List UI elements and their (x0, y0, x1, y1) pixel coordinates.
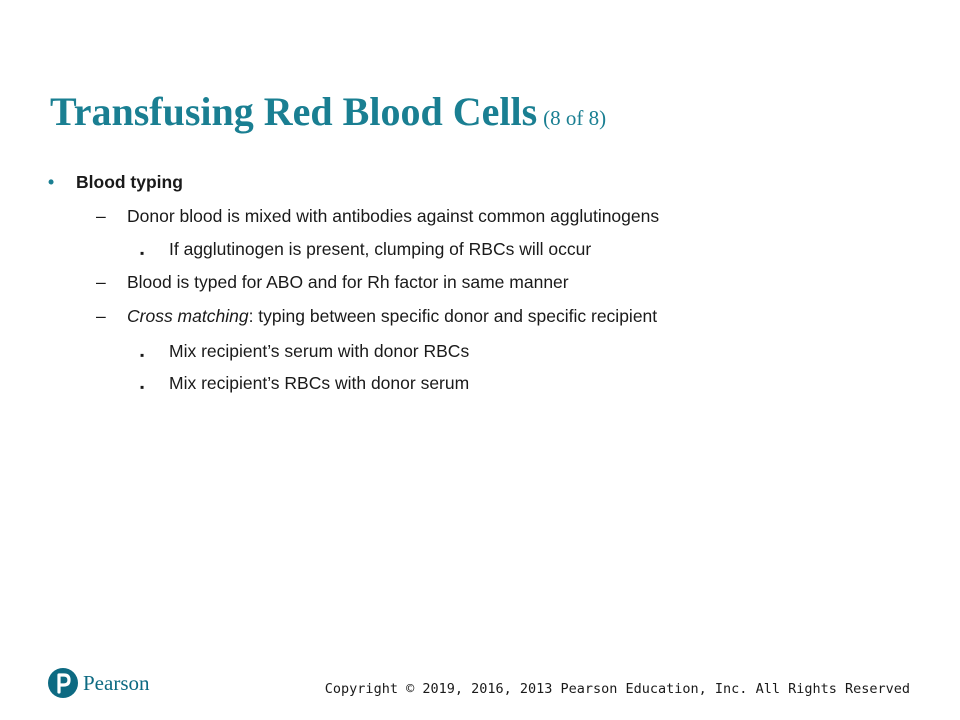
title-main: Transfusing Red Blood Cells (50, 89, 538, 134)
bullet-text: Blood is typed for ABO and for Rh factor in same manner (127, 272, 569, 292)
bullet-mix-serum-rbcs (140, 340, 469, 362)
bullet-text: Blood typing (76, 172, 183, 192)
bullet-abo-rh-typing (96, 271, 569, 293)
square-marker: ▪ (140, 246, 145, 260)
dash-marker: – (96, 272, 106, 292)
bullet-text: Donor blood is mixed with antibodies against common agglutinogens (127, 206, 660, 226)
bullet-text: Mix recipient’s serum with donor RBCs (169, 341, 470, 361)
dash-marker: – (96, 206, 106, 226)
bullet-cross-matching (96, 305, 657, 327)
pearson-p-icon (48, 668, 78, 698)
square-marker: ▪ (140, 348, 145, 362)
pearson-wordmark: Pearson (83, 670, 150, 695)
bullet-text: : typing between specific donor and specific recipient (248, 306, 658, 326)
bullet-marker: • (48, 172, 55, 192)
cross-matching-term: Cross matching (127, 306, 249, 326)
bullet-donor-blood-mixed (96, 205, 659, 227)
bullet-text: Mix recipient’s RBCs with donor serum (169, 373, 470, 393)
bullet-text: If agglutinogen is present, clumping of RBCs will occur (169, 239, 592, 259)
title-subtitle: (8 of 8) (543, 106, 607, 130)
bullet-mix-rbcs-serum (140, 372, 469, 394)
bullet-agglutinogen-present (140, 238, 591, 260)
dash-marker: – (96, 306, 106, 326)
copyright-notice: Copyright © 2019, 2016, 2013 Pearson Education, Inc. All Rights Reserved (324, 681, 910, 697)
slide-title (50, 88, 606, 135)
bullet-blood-typing (48, 171, 183, 193)
square-marker: ▪ (140, 380, 145, 394)
pearson-logo (48, 668, 150, 698)
